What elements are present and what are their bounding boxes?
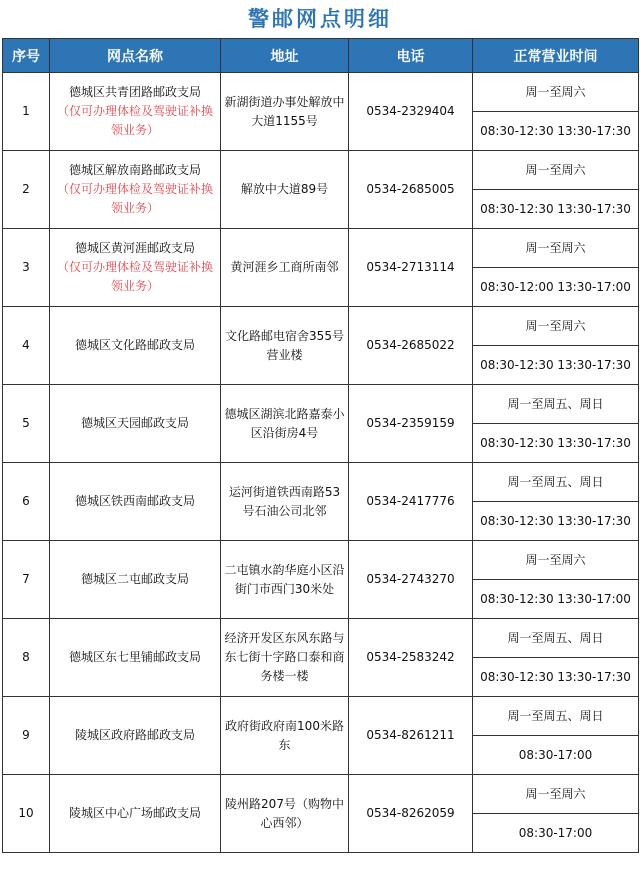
cell-phone: 0534-2685022: [349, 307, 473, 385]
cell-phone: 0534-2685005: [349, 151, 473, 229]
cell-address: 二屯镇水韵华庭小区沿街门市西门30米处: [221, 541, 349, 619]
table-row: [3, 463, 639, 502]
cell-days: 周一至周五、周日: [473, 385, 639, 424]
table-row: [3, 73, 639, 112]
cell-days: 周一至周六: [473, 307, 639, 346]
cell-time: 08:30-12:30 13:30-17:30: [473, 424, 639, 463]
header-hours: 正常营业时间: [473, 39, 639, 73]
cell-no: 1: [3, 73, 50, 151]
header-address: 地址: [221, 39, 349, 73]
cell-time: 08:30-12:30 13:30-17:30: [473, 190, 639, 229]
cell-branch-name: [50, 385, 221, 463]
cell-branch-name: [50, 73, 221, 151]
table-row: [3, 385, 639, 424]
cell-time: 08:30-12:30 13:30-17:30: [473, 346, 639, 385]
cell-days: 周一至周六: [473, 229, 639, 268]
cell-branch-name: [50, 619, 221, 697]
branch-name: 德城区黄河涯邮政支局: [74, 241, 195, 255]
branch-name: 德城区二屯邮政支局: [80, 572, 189, 586]
table-row: [3, 151, 639, 190]
cell-no: 4: [3, 307, 50, 385]
cell-no: 2: [3, 151, 50, 229]
cell-no: 5: [3, 385, 50, 463]
branch-name: 陵城区政府路邮政支局: [74, 728, 195, 742]
table-header-row: [3, 39, 639, 73]
branch-name: 陵城区中心广场邮政支局: [68, 806, 201, 820]
cell-days: 周一至周六: [473, 541, 639, 580]
cell-phone: 0534-2583242: [349, 619, 473, 697]
cell-branch-name: [50, 541, 221, 619]
table-body: [3, 73, 639, 853]
header-name: 网点名称: [50, 39, 221, 73]
cell-phone: 0534-8262059: [349, 775, 473, 853]
cell-phone: 0534-2713114: [349, 229, 473, 307]
table-row: [3, 697, 639, 736]
cell-branch-name: [50, 775, 221, 853]
branch-name: 德城区天园邮政支局: [80, 416, 189, 430]
branch-note: （仅可办理体检及驾驶证补换领业务）: [56, 260, 213, 293]
cell-time: 08:30-12:00 13:30-17:00: [473, 268, 639, 307]
branch-name: 德城区共青团路邮政支局: [68, 85, 201, 99]
branch-name: 德城区铁西南邮政支局: [74, 494, 195, 508]
cell-no: 10: [3, 775, 50, 853]
cell-branch-name: [50, 307, 221, 385]
page-title: 警邮网点明细: [248, 7, 392, 31]
cell-phone: 0534-2743270: [349, 541, 473, 619]
cell-no: 6: [3, 463, 50, 541]
cell-branch-name: [50, 151, 221, 229]
branch-name: 德城区东七里铺邮政支局: [68, 650, 201, 664]
cell-address: 政府街政府南100米路东: [221, 697, 349, 775]
cell-time: 08:30-17:00: [473, 814, 639, 853]
cell-address: 陵州路207号（购物中心西邻）: [221, 775, 349, 853]
branch-name: 德城区解放南路邮政支局: [68, 163, 201, 177]
cell-days: 周一至周五、周日: [473, 697, 639, 736]
table-row: [3, 229, 639, 268]
table-row: [3, 619, 639, 658]
cell-days: 周一至周五、周日: [473, 619, 639, 658]
branch-note: （仅可办理体检及驾驶证补换领业务）: [56, 104, 213, 137]
cell-time: 08:30-12:30 13:30-17:30: [473, 112, 639, 151]
cell-branch-name: [50, 697, 221, 775]
cell-days: 周一至周六: [473, 151, 639, 190]
cell-phone: 0534-2359159: [349, 385, 473, 463]
cell-branch-name: [50, 229, 221, 307]
cell-time: 08:30-12:30 13:30-17:30: [473, 502, 639, 541]
cell-address: 新湖街道办事处解放中大道1155号: [221, 73, 349, 151]
cell-address: 德城区湖滨北路嘉泰小区沿街房4号: [221, 385, 349, 463]
cell-branch-name: [50, 463, 221, 541]
cell-phone: 0534-8261211: [349, 697, 473, 775]
cell-time: 08:30-12:30 13:30-17:30: [473, 658, 639, 697]
cell-no: 7: [3, 541, 50, 619]
cell-time: 08:30-17:00: [473, 736, 639, 775]
header-phone: 电话: [349, 39, 473, 73]
branch-name: 德城区文化路邮政支局: [74, 338, 195, 352]
cell-days: 周一至周五、周日: [473, 463, 639, 502]
cell-no: 3: [3, 229, 50, 307]
cell-address: 运河街道铁西南路53号石油公司北邻: [221, 463, 349, 541]
cell-address: 文化路邮电宿舍355号营业楼: [221, 307, 349, 385]
table-row: [3, 307, 639, 346]
header-no: 序号: [3, 39, 50, 73]
table-row: [3, 541, 639, 580]
cell-phone: 0534-2417776: [349, 463, 473, 541]
branch-note: （仅可办理体检及驾驶证补换领业务）: [56, 182, 213, 215]
cell-no: 8: [3, 619, 50, 697]
cell-address: 黄河涯乡工商所南邻: [221, 229, 349, 307]
cell-address: 经济开发区东风东路与东七街十字路口泰和商务楼一楼: [221, 619, 349, 697]
cell-days: 周一至周六: [473, 775, 639, 814]
cell-days: 周一至周六: [473, 73, 639, 112]
branch-table: [2, 38, 639, 853]
table-row: [3, 775, 639, 814]
cell-address: 解放中大道89号: [221, 151, 349, 229]
cell-time: 08:30-12:30 13:30-17:00: [473, 580, 639, 619]
cell-no: 9: [3, 697, 50, 775]
cell-phone: 0534-2329404: [349, 73, 473, 151]
